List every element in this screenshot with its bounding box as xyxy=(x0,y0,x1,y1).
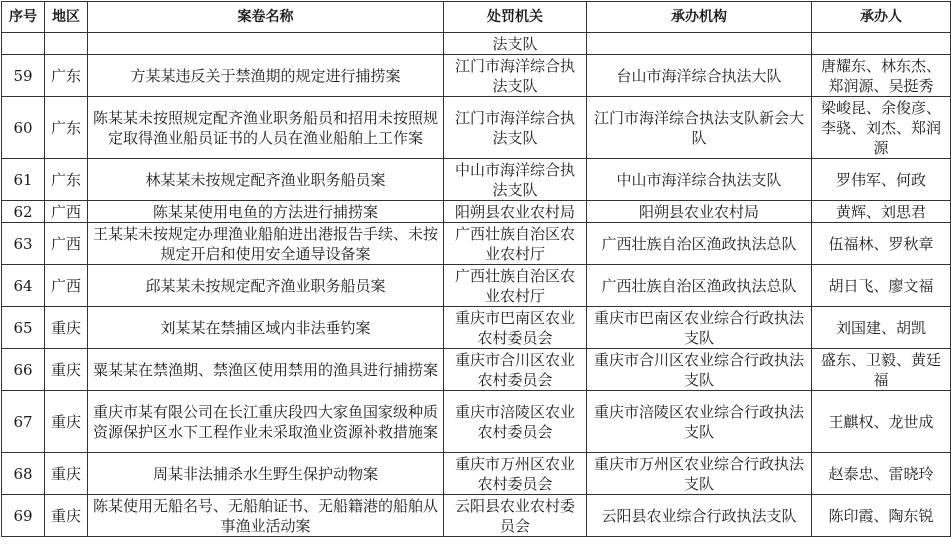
cell-handler: 黄辉、刘思君 xyxy=(812,201,951,223)
cell-handler: 刘国建、胡凯 xyxy=(812,307,951,349)
cell-no: 69 xyxy=(2,495,45,537)
table-row xyxy=(2,349,951,391)
cell-authority: 江门市海洋综合执法支队 xyxy=(444,97,587,159)
cell-no: 62 xyxy=(2,201,45,223)
cell-region: 广东 xyxy=(45,97,88,159)
cell-handler: 王麒权、龙世成 xyxy=(812,391,951,453)
cell-handler: 胡日飞、廖文福 xyxy=(812,265,951,307)
cell-handler: 盛东、卫毅、黄廷福 xyxy=(812,349,951,391)
header-row xyxy=(2,2,951,33)
table-row-continuation xyxy=(2,33,951,55)
cell-agency: 中山市海洋综合执法支队 xyxy=(587,159,812,201)
cell-agency: 重庆市万州区农业综合行政执法支队 xyxy=(587,453,812,495)
table-row xyxy=(2,159,951,201)
cell-authority: 重庆市合川区农业农村委员会 xyxy=(444,349,587,391)
table-row xyxy=(2,97,951,159)
cell-authority: 江门市海洋综合执法支队 xyxy=(444,55,587,97)
cell-no: 66 xyxy=(2,349,45,391)
table-row xyxy=(2,495,951,537)
cell-case-name: 粟某某在禁渔期、禁渔区使用禁用的渔具进行捕捞案 xyxy=(88,349,444,391)
cell-region: 广东 xyxy=(45,55,88,97)
cell-no: 68 xyxy=(2,453,45,495)
cell-no: 65 xyxy=(2,307,45,349)
header-handler: 承办人 xyxy=(812,2,951,33)
cell-region: 重庆 xyxy=(45,391,88,453)
cell-case-name: 邱某某未按规定配齐渔业职务船员案 xyxy=(88,265,444,307)
cell-authority: 广西壮族自治区农业农村厅 xyxy=(444,265,587,307)
cell-region: 重庆 xyxy=(45,495,88,537)
cell-region: 广东 xyxy=(45,159,88,201)
header-no: 序号 xyxy=(2,2,45,33)
cell-no: 64 xyxy=(2,265,45,307)
cell-agency: 重庆市涪陵区农业综合行政执法支队 xyxy=(587,391,812,453)
cell-handler: 唐耀东、林东杰、郑润源、吴挺秀 xyxy=(812,55,951,97)
cell-handler: 梁峻昆、余俊彦、李骁、刘杰、郑润源 xyxy=(812,97,951,159)
cell-authority: 阳朔县农业农村局 xyxy=(444,201,587,223)
header-agency: 承办机构 xyxy=(587,2,812,33)
cell-region: 重庆 xyxy=(45,307,88,349)
table-row xyxy=(2,453,951,495)
cell-no: 61 xyxy=(2,159,45,201)
table-row xyxy=(2,201,951,223)
table-row xyxy=(2,55,951,97)
cell-region: 重庆 xyxy=(45,453,88,495)
table-row xyxy=(2,265,951,307)
cell-no: 60 xyxy=(2,97,45,159)
table-row xyxy=(2,307,951,349)
cell-agency: 重庆市巴南区农业综合行政执法支队 xyxy=(587,307,812,349)
cell-case-name xyxy=(88,33,444,55)
cell-region: 重庆 xyxy=(45,349,88,391)
cell-agency: 广西壮族自治区渔政执法总队 xyxy=(587,223,812,265)
table-row xyxy=(2,223,951,265)
cell-agency: 江门市海洋综合执法支队新会大队 xyxy=(587,97,812,159)
cell-handler: 罗伟军、何政 xyxy=(812,159,951,201)
cell-case-name: 周某非法捕杀水生野生保护动物案 xyxy=(88,453,444,495)
case-table xyxy=(1,1,951,537)
cell-agency: 重庆市合川区农业综合行政执法支队 xyxy=(587,349,812,391)
cell-region: 广西 xyxy=(45,265,88,307)
cell-case-name: 陈某某未按照规定配齐渔业职务船员和招用未按照规定取得渔业船员证书的人员在渔业船舶上工作案 xyxy=(88,97,444,159)
cell-authority: 重庆市万州区农业农村委员会 xyxy=(444,453,587,495)
header-region: 地区 xyxy=(45,2,88,33)
header-authority: 处罚机关 xyxy=(444,2,587,33)
cell-case-name: 王某某未按规定办理渔业船舶进出港报告手续、未按规定开启和使用安全通导设备案 xyxy=(88,223,444,265)
cell-authority: 中山市海洋综合执法支队 xyxy=(444,159,587,201)
cell-region xyxy=(45,33,88,55)
cell-agency: 阳朔县农业农村局 xyxy=(587,201,812,223)
cell-no xyxy=(2,33,45,55)
cell-handler xyxy=(812,33,951,55)
cell-agency: 台山市海洋综合执法大队 xyxy=(587,55,812,97)
cell-case-name: 陈某某使用电鱼的方法进行捕捞案 xyxy=(88,201,444,223)
cell-region: 广西 xyxy=(45,201,88,223)
cell-handler: 伍福林、罗秋章 xyxy=(812,223,951,265)
cell-agency: 广西壮族自治区渔政执法总队 xyxy=(587,265,812,307)
cell-agency xyxy=(587,33,812,55)
cell-authority: 广西壮族自治区农业农村厅 xyxy=(444,223,587,265)
cell-no: 63 xyxy=(2,223,45,265)
cell-region: 广西 xyxy=(45,223,88,265)
cell-handler: 陈印霞、陶东锐 xyxy=(812,495,951,537)
cell-no: 67 xyxy=(2,391,45,453)
cell-case-name: 陈某使用无船名号、无船舶证书、无船籍港的船舶从事渔业活动案 xyxy=(88,495,444,537)
cell-case-name: 刘某某在禁捕区域内非法垂钓案 xyxy=(88,307,444,349)
cell-handler: 赵泰忠、雷晓玲 xyxy=(812,453,951,495)
cell-authority: 重庆市巴南区农业农村委员会 xyxy=(444,307,587,349)
cell-authority: 云阳县农业农村委员会 xyxy=(444,495,587,537)
cell-authority: 法支队 xyxy=(444,33,587,55)
cell-case-name: 方某某违反关于禁渔期的规定进行捕捞案 xyxy=(88,55,444,97)
cell-case-name: 林某某未按规定配齐渔业职务船员案 xyxy=(88,159,444,201)
table-row xyxy=(2,391,951,453)
cell-no: 59 xyxy=(2,55,45,97)
cell-authority: 重庆市涪陵区农业农村委员会 xyxy=(444,391,587,453)
cell-case-name: 重庆市某有限公司在长江重庆段四大家鱼国家级种质资源保护区水下工程作业未采取渔业资源补救措施案 xyxy=(88,391,444,453)
cell-agency: 云阳县农业综合行政执法支队 xyxy=(587,495,812,537)
header-case-name: 案卷名称 xyxy=(88,2,444,33)
